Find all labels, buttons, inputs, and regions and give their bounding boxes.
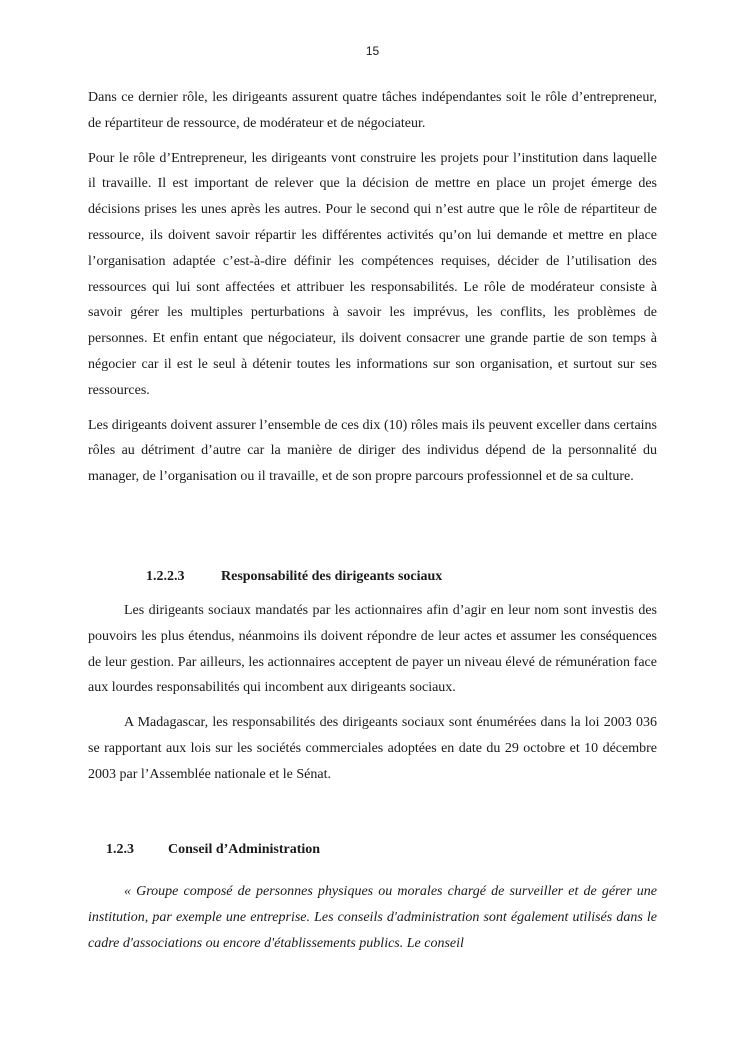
- paragraph: Dans ce dernier rôle, les dirigeants assurent quatre tâches indépendantes soit le rôle d’entrepreneur, de répartiteur de ressource, de modérateur et de négociateur.: [88, 90, 657, 131]
- paragraph: Les dirigeants doivent assurer l’ensemble de ces dix (10) rôles mais ils peuvent exceller dans certains rôles au détriment d’autre car la manière de diriger des individus dépend de la personnalité du manager, de l’organisation ou il travaille, et de son propre parcours professionnel et de sa culture.: [88, 417, 657, 485]
- intro-text-block: [88, 85, 657, 490]
- section-heading-1223: [146, 569, 442, 585]
- section-123-text: [88, 879, 657, 956]
- section-title: Conseil d’Administration: [168, 842, 321, 857]
- section-number: 1.2.3: [106, 842, 134, 857]
- paragraph: A Madagascar, les responsabilités des dirigeants sociaux sont énumérées dans la loi 2003 036 se rapportant aux lois sur les sociétés commerciales adoptées en date du 29 octobre et 10 décembre 2003 par l’Assemblée nationale et le Sénat.: [88, 715, 657, 782]
- quote-paragraph: « Groupe composé de personnes physiques ou morales chargé de surveiller et de gérer une institution, par exemple une entreprise. Les conseils d'administration sont également utilisés dans le cadre d'associations ou encore d'établissements publics. Le conseil: [88, 884, 657, 951]
- section-heading-123: [106, 842, 320, 858]
- section-number: 1.2.2.3: [146, 569, 185, 584]
- page-number: 15: [365, 44, 380, 58]
- section-1223-text: [88, 598, 657, 788]
- paragraph: Pour le rôle d’Entrepreneur, les dirigeants vont construire les projets pour l’institution dans laquelle il travaille. Il est important de relever que la décision de mettre en place un projet émerge des décisions prises les unes après les autres. Pour le second qui n’est autre que le rôle de répartiteur de ressource, ils doivent savoir répartir les différentes activités qu’on lui demande et mettre en place l’organisation adaptée c’est-à-dire définir les compétences requises, décider de l’utilisation des ressources qui lui sont affectées et attribuer les responsabilités. Le rôle de modérateur consiste à savoir gérer les multiples perturbations à savoir les imprévus, les conflits, les problèmes de personnes. Et enfin entant que négociateur, ils doivent consacrer une grande partie de son temps à négocier car il est le seul à détenir toutes les informations sur son organisation, et surtout sur ses ressources.: [88, 150, 657, 398]
- paragraph: Les dirigeants sociaux mandatés par les actionnaires afin d’agir en leur nom sont investis des pouvoirs les plus étendus, néanmoins ils doivent répondre de leur actes et assumer les conséquences de leur gestion. Par ailleurs, les actionnaires acceptent de payer un niveau élevé de rémunération face aux lourdes responsabilités qui incombent aux dirigeants sociaux.: [88, 603, 657, 696]
- section-title: Responsabilité des dirigeants sociaux: [221, 569, 443, 584]
